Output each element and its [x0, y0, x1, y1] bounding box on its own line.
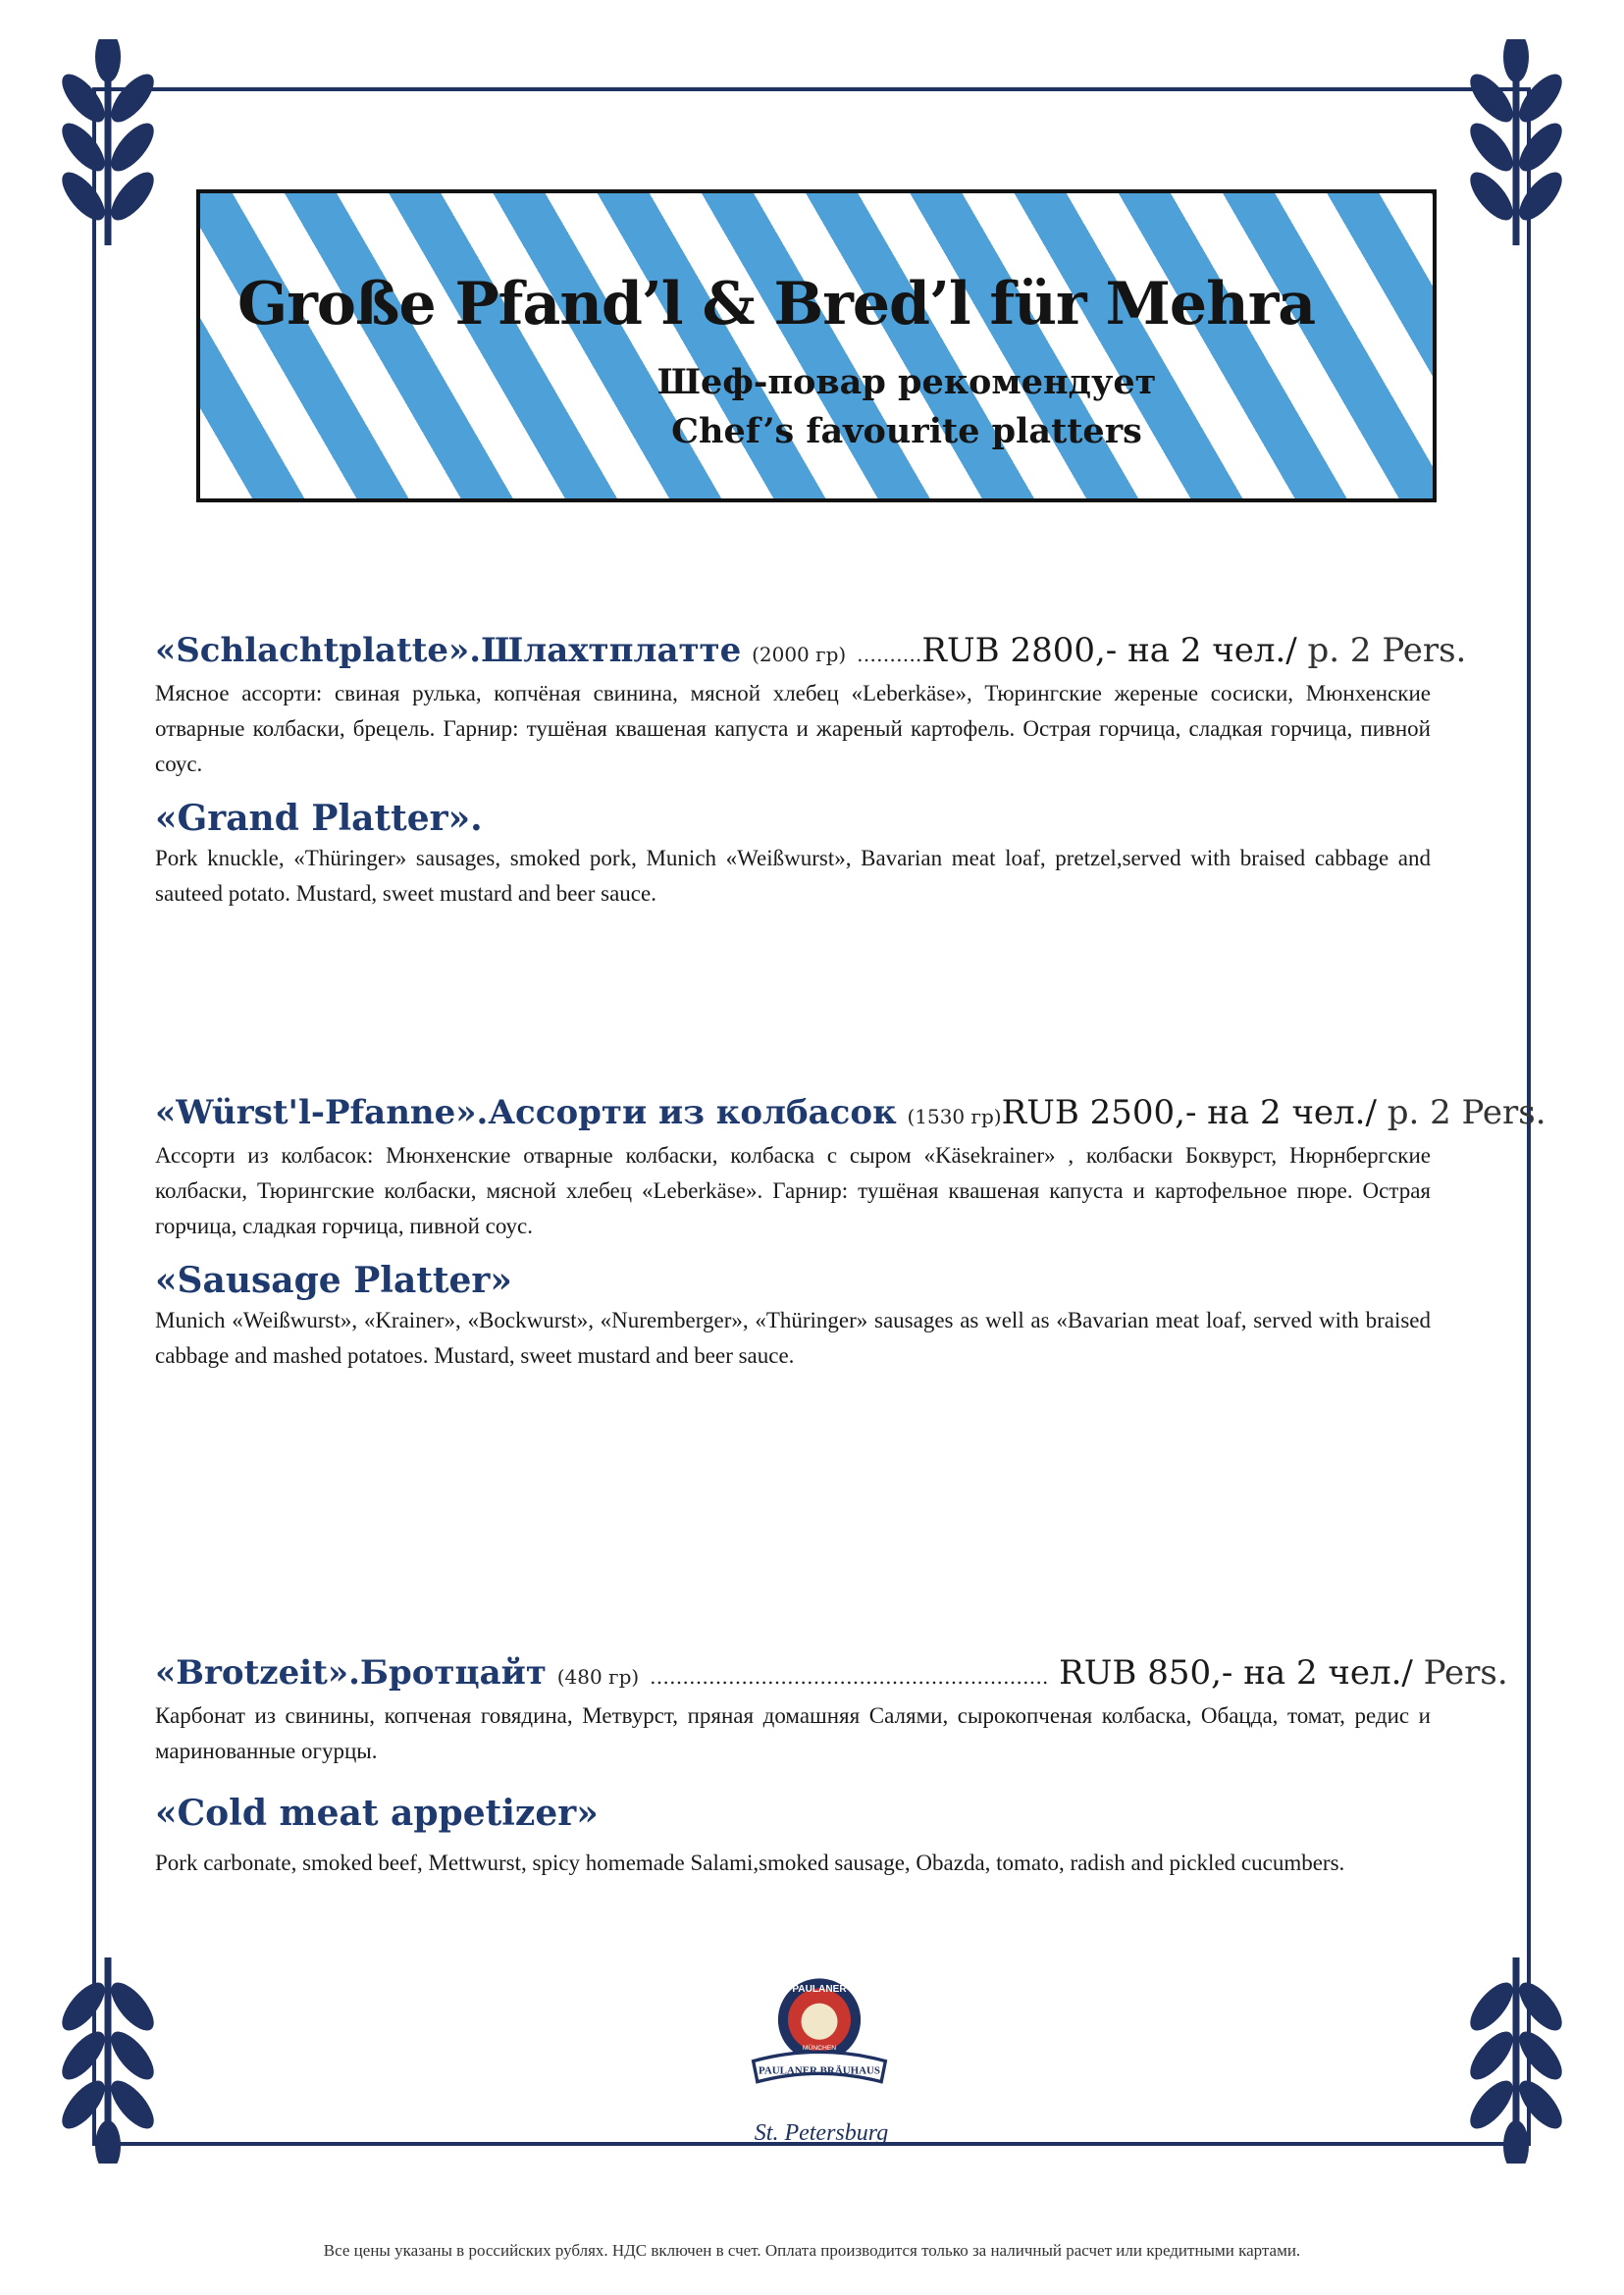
- menu-item: [155, 1091, 1546, 1374]
- item-name: «Würst'l-Pfanne».Ассорти из колбасок: [155, 1093, 897, 1132]
- item-headline: [155, 1091, 1546, 1138]
- item-portion: p. 2 Pers.: [1387, 1093, 1546, 1132]
- leader-dots: …………………………………………………….: [649, 1665, 1049, 1689]
- item-name: «Brotzeit».Бротцайт: [155, 1653, 547, 1693]
- item-price: RUB 2800,- на 2 чел./: [921, 631, 1297, 670]
- item-title-en: «Sausage Platter»: [155, 1260, 512, 1301]
- item-weight: (1530 гр): [907, 1105, 1002, 1128]
- logo-sub-text: MÜNCHEN: [802, 2044, 837, 2052]
- item-description-ru: Мясное ассорти: свиная рулька, копчёная свинина, мясной хлебец «Leberkäse», Тюрингские жереные сосиски, Мюнхенские отварные колбаски, брецель. Гарнир: тушёная квашеная капуста и жареный картофель. Острая горчица, сладкая горчица, пивной соус.: [155, 681, 1431, 776]
- item-description-ru: Ассорти из колбасок: Мюнхенские отварные колбаски, колбаска с сыром «Käsekrainer» , колбаски Боквурст, Нюрнбергские колбаски, Тюрингские колбаски, мясной хлебец «Leberkäse». Гарнир: тушёная квашеная капуста и картофельное пюре. Острая горчица, сладкая горчица, пивной соус.: [155, 1143, 1431, 1238]
- item-description-en: Pork carbonate, smoked beef, Mettwurst, spicy homemade Salami,smoked sausage, Obazda, tomato, radish and pickled cucumbers.: [155, 1851, 1345, 1875]
- item-description-en: Munich «Weißwurst», «Krainer», «Bockwurst», «Nuremberger», «Thüringer» sausages as well as «Bavarian meat loaf, served with braised cabbage and mashed potatoes. Mustard, sweet mustard and beer sauce.: [155, 1308, 1431, 1368]
- header-banner: [196, 189, 1437, 502]
- item-weight: (2000 гр): [752, 643, 847, 666]
- item-name: «Schlachtplatte».Шлахтплатте: [155, 631, 742, 670]
- item-portion: Pers.: [1423, 1653, 1508, 1693]
- logo-top-text: PAULANER: [792, 1983, 847, 1995]
- subtitle-ru: Шеф-повар рекомендует: [656, 362, 1157, 402]
- item-description-ru: Карбонат из свинины, копченая говядина, Метвурст, пряная домашняя Салями, сырокопченая колбаска, Обацда, томат, редис и маринованные огурцы.: [155, 1703, 1431, 1763]
- leader-dots: ……….: [857, 643, 922, 666]
- item-headline: [155, 1651, 1508, 1698]
- item-title-en: «Cold meat appetizer»: [155, 1793, 599, 1834]
- item-portion: p. 2 Pers.: [1307, 631, 1467, 670]
- item-headline: [155, 629, 1467, 676]
- item-price: RUB 850,- на 2 чел./: [1059, 1653, 1413, 1693]
- wheat-ornament-icon: [39, 39, 186, 255]
- wheat-ornament-icon: [1438, 39, 1585, 255]
- item-weight: (480 гр): [556, 1665, 640, 1689]
- logo-city: St. Petersburg: [754, 2120, 889, 2146]
- logo-ribbon-text: PAULANER BRÄUHAUS: [758, 2064, 881, 2077]
- wheat-ornament-icon: [39, 1948, 186, 2164]
- page-title: Große Pfand’l & Bred’l für Mehra: [237, 270, 1316, 339]
- item-price: RUB 2500,- на 2 чел./: [1001, 1093, 1377, 1132]
- subtitle-en: Chef’s favourite platters: [671, 411, 1142, 451]
- item-title-en: «Grand Platter».: [155, 798, 483, 839]
- footer-note: Все цены указаны в российских рублях. НДС включен в счет. Оплата производится только за наличный расчет или кредитными картами.: [323, 2241, 1301, 2260]
- item-description-en: Pork knuckle, «Thüringer» sausages, smoked pork, Munich «Weißwurst», Bavarian meat loaf, pretzel,served with braised cabbage and sauteed potato. Mustard, sweet mustard and beer sauce.: [155, 846, 1431, 906]
- wheat-ornament-icon: [1438, 1948, 1585, 2164]
- menu-item: [155, 629, 1467, 912]
- menu-item: [155, 1651, 1508, 1881]
